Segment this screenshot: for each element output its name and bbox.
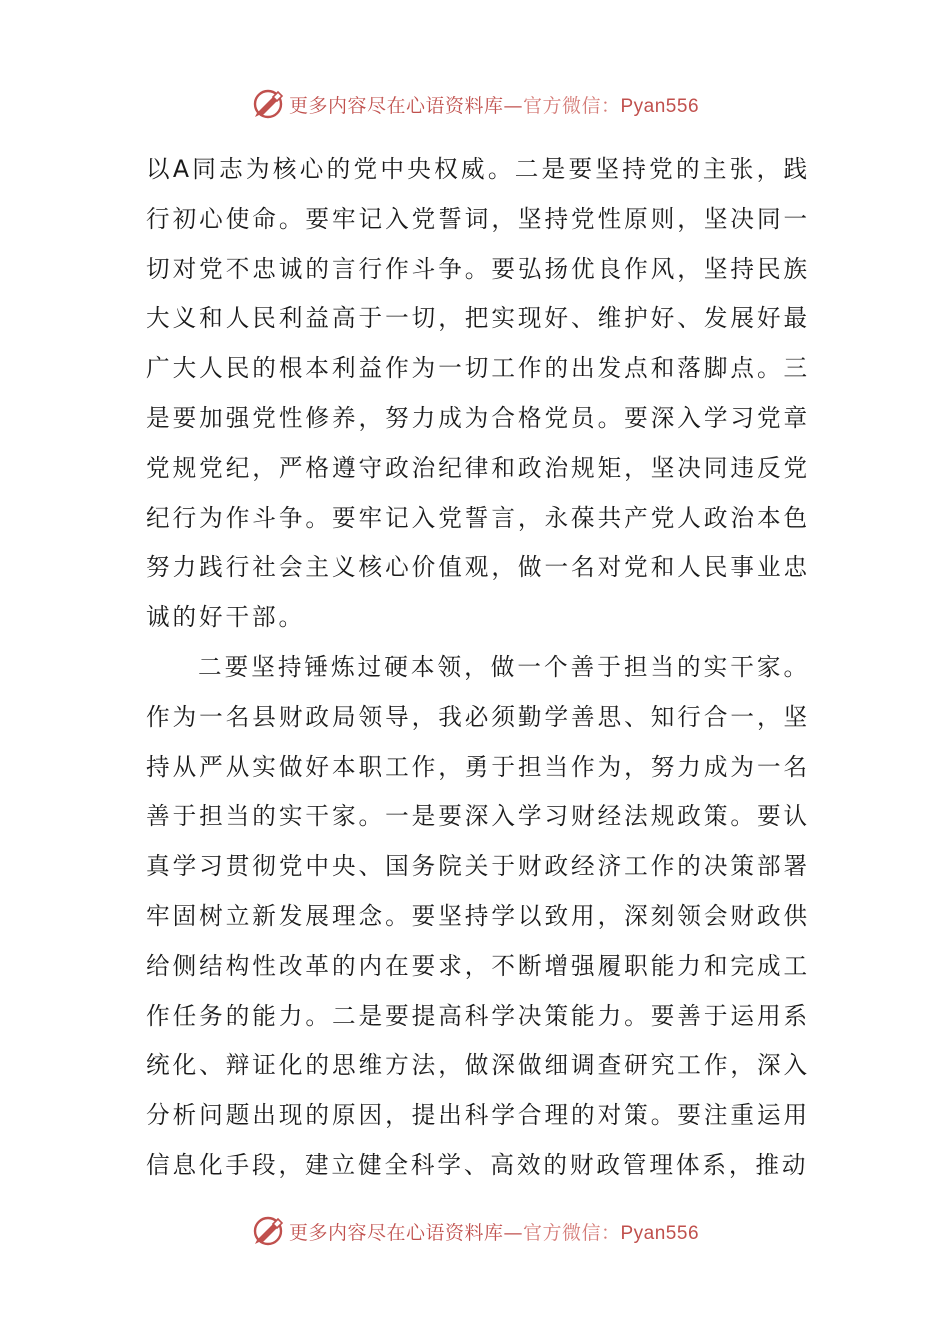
- header-banner-main: 更多内容尽在心语资料库: [288, 94, 504, 117]
- paragraph-1: 以A同志为核心的党中央权威。二是要坚持党的主张，践行初心使命。要牢记入党誓词，坚持党性原则，坚决同一切对党不忠诚的言行作斗争。要弘扬优良作风，坚持民族大义和人民利益高于一切，把实现好、维护好、发展好最广大人民的根本利益作为一切工作的出发点和落脚点。三是要加强党性修养，努力成为合格党员。要深入学习党章党规党纪，严格遵守政治纪律和政治规矩，坚决同违反党纪行为作斗争。要牢记入党誓言，永葆共产党人政治本色努力践行社会主义核心价值观，做一名对党和人民事业忠诚的好干部。: [146, 155, 810, 632]
- document-body: [146, 145, 810, 1191]
- header-banner: [0, 84, 950, 124]
- header-banner-text: [289, 91, 699, 118]
- header-wechat-id: Pyan556: [620, 95, 700, 117]
- pen-logo-icon: [251, 1214, 285, 1248]
- footer-banner: [0, 1211, 950, 1251]
- footer-wechat-label: 官方微信：: [522, 1221, 621, 1244]
- footer-banner-main: 更多内容尽在心语资料库: [288, 1221, 504, 1244]
- header-wechat-label: 官方微信：: [522, 94, 621, 117]
- pen-logo-icon: [251, 87, 285, 121]
- footer-banner-dash: —: [503, 1221, 523, 1244]
- footer-banner-text: [289, 1218, 699, 1245]
- paragraph-2: 二要坚持锤炼过硬本领，做一个善于担当的实干家。作为一名县财政局领导，我必须勤学善思、知行合一，坚持从严从实做好本职工作，勇于担当作为，努力成为一名善于担当的实干家。一是要深入学习财经法规政策。要认真学习贯彻党中央、国务院关于财政经济工作的决策部署牢固树立新发展理念。要坚持学以致用，深刻领会财政供给侧结构性改革的内在要求，不断增强履职能力和完成工作任务的能力。二是要提高科学决策能力。要善于运用系统化、辩证化的思维方法，做深做细调查研究工作，深入分析问题出现的原因，提出科学合理的对策。要注重运用信息化手段，建立健全科学、高效的财政管理体系，推动: [146, 652, 810, 1179]
- header-banner-dash: —: [503, 94, 523, 117]
- footer-wechat-id: Pyan556: [620, 1222, 700, 1244]
